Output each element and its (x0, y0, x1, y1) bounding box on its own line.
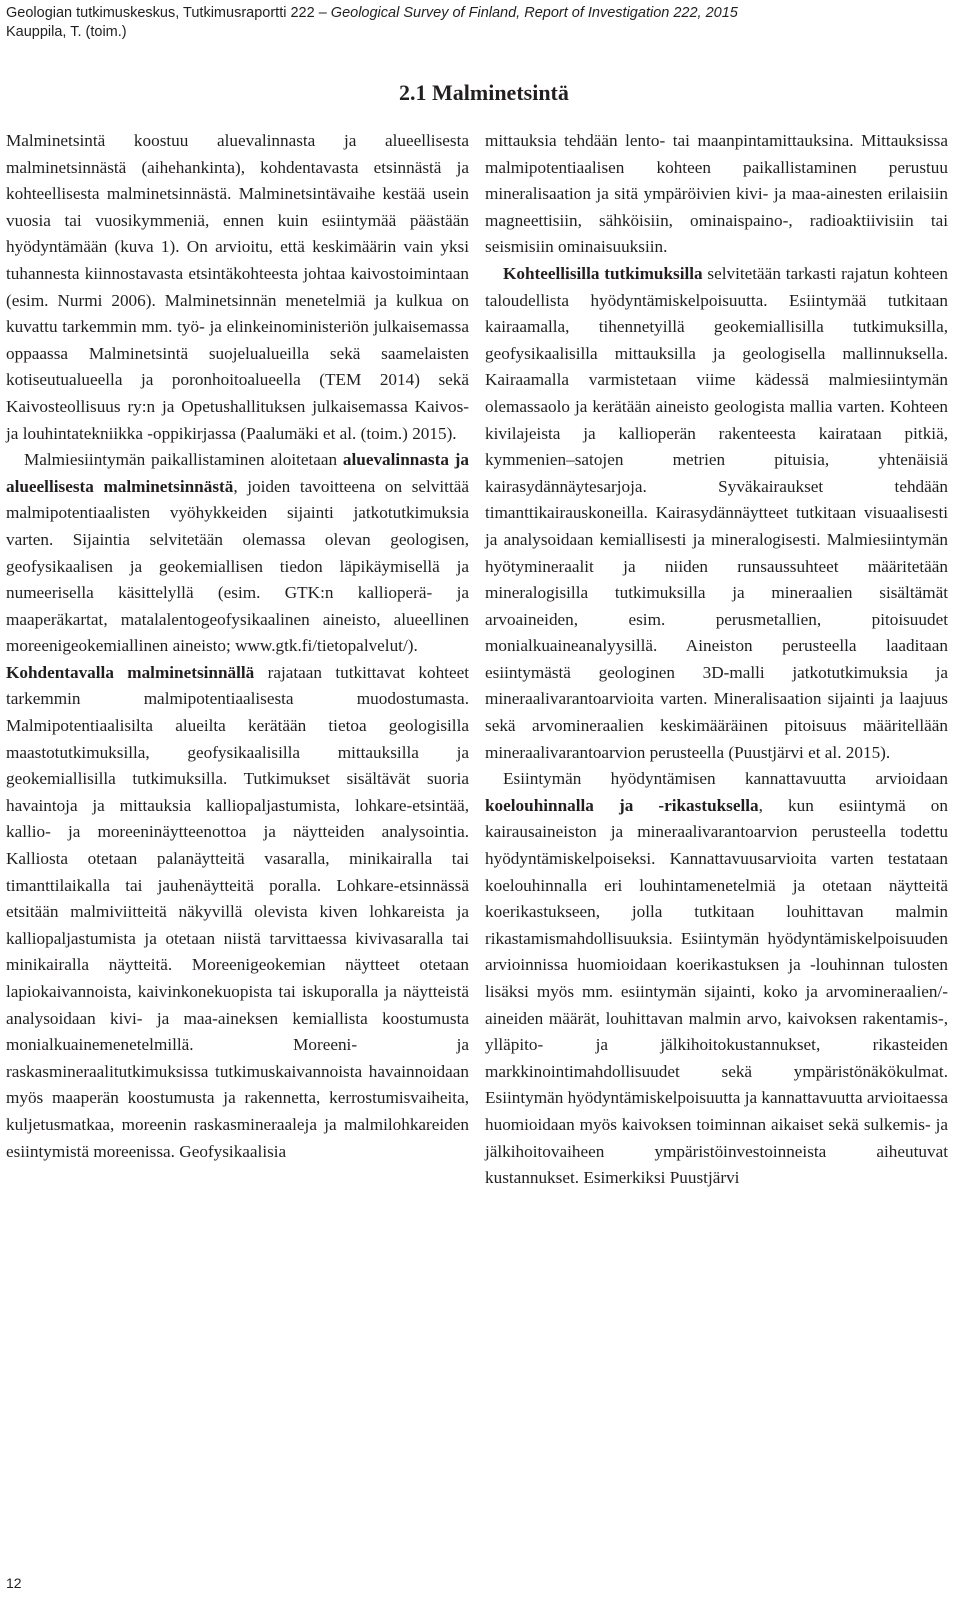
paragraph (485, 766, 948, 1192)
section-title: 2.1 Malminetsintä (399, 80, 569, 105)
paragraph (6, 660, 469, 1165)
paragraph: Malminetsintä koostuu aluevalinnasta ja alueellisesta malminetsinnästä (aihehankinta), kohdentavasta etsinnästä ja kohteellisesta malminetsinnästä. Malminetsintävaihe kestää usein vuosia tai vuosikymmeniä, ennen kuin esiintymää päästään hyödyntämään (kuva 1). On arvioitu, että keskimäärin vain yksi tuhannesta kiinnostavasta etsintäkohteesta johtaa kaivostoimintaan (esim. Nurmi 2006). Malminetsinnän menetelmiä ja kulkua on kuvattu tarkemmin mm. työ- ja elinkeinoministeriön julkaisemassa oppaassa Malminetsintä suojelualueilla sekä saamelaisten kotiseutualueella ja poronhoitoalueella (TEM 2014) sekä Kaivosteollisuus ry:n ja Opetushallituksen julkaisemassa Kaivos- ja louhintatekniikka -oppikirjassa (Paalumäki et al. (toim.) 2015). (6, 131, 469, 443)
paragraph: mittauksia tehdään lento- tai maanpintamittauksina. Mittauksissa malmipotentiaalisen kohteen paikallistaminen perustuu mineralisaation ja sitä ympäröivien kivi- ja maa-ainesten erilaisiin magneettisiin, sähköisiin, ominaispaino-, radioaktiivisiin tai seismisiin ominaisuuksiin. (485, 131, 948, 257)
paragraph (485, 261, 948, 766)
header-report-fi: Geologian tutkimuskeskus, Tutkimusraportti 222 – (6, 5, 331, 21)
paragraph-text: selvitetään tarkasti rajatun kohteen taloudellista hyödyntämiskelpoisuutta. Esiintymää tutkitaan kairaamalla, tihennetyillä geokemiallisilla tutkimuksilla, geofysikaalisilla mittauksilla ja geologisella mallinnuksella. Kairaamalla varmistetaan viime kädessä malmiesiintymän olemassaolo ja kerätään aineisto geologista mallia varten. Kohteen kivilajeista ja kallioperän rakenteesta kairataan pitkiä, kymmenien–satojen metrien pituisia, yhtenäisiä kairasydännäytesarjoja. Syväkairaukset tehdään timanttikairauskoneilla. Kairasydännäytteet tutkitaan visuaalisesti ja analysoidaan kemiallisesti ja mineralogisesti. Malmiesiintymän hyötymineraalit ja niiden runsaussuhteet määritetään mineralogisilla tutkimuksilla ja mineraalien sisältämät arvoaineiden, esim. perusmetallien, pitoisuudet monialkuaineanalyysillä. Aineiston perusteella laaditaan esiintymästä geologinen 3D-malli jatkotutkimuksia ja mineraalivarantoarvioita varten. Mineralisaation sijainti ja laajuus sekä arvomineraalien keskimääräinen pitoisuus määritellään mineraalivarantoarvion perusteella (Puustjärvi et al. 2015). (485, 263, 948, 762)
paragraph-text: Esiintymän hyödyntämisen kannattavuutta arvioidaan (503, 769, 948, 789)
bold-term: Kohteellisilla tutkimuksilla (503, 263, 703, 283)
right-column (485, 128, 948, 1192)
header-report-en: Geological Survey of Finland, Report of Investigation 222, 2015 (330, 5, 738, 21)
paragraph-text: Malmiesiintymän paikallistaminen aloitetaan (24, 450, 343, 470)
paragraph-text: rajataan tutkittavat kohteet tarkemmin malmipotentiaalisesta muodostumasta. Malmipotentiaalisilta alueilta kerätään tietoa geologisilla maastotutkimuksilla, geofysikaalisilla mittauksilla ja geokemiallisilla tutkimuksilla. Tutkimukset sisältävät suoria havaintoja ja mittauksia kalliopaljastumista, lohkare-etsintää, kallio- ja moreeninäytteenottoa ja näytteiden analysointia. Kalliosta otetaan palanäytteitä vasaralla, minikairalla tai timanttilaikalla tai jauhenäytteitä poralla. Lohkare-etsinnässä etsitään malmiviitteitä näkyvillä olevista kiven lohkareista ja kalliopaljastumista ja otetaan niistä tarvittaessa kivivasaralla tai minikairalla näytteitä. Moreenigeokemian näytteet otetaan lapiokaivannoista, kaivinkonekuopista tai iskuporalla ja näytteistä analysoidaan kivi- ja maa-aineksen kemiallista koostumusta monialkuainemenetelmillä. Moreeni- ja raskasmineraalitutkimuksissa tutkimuskaivannoista havainnoidaan myös maaperän koostumusta ja rakennetta, kerrostumisvaiheita, kuljetusmatkaa, moreenin raskasmineraaleja ja malmilohkareiden esiintymistä moreenissa. Geofysikaalisia (6, 662, 469, 1161)
bold-term: aluevalinnasta ja alueellisesta malminetsinnästä (6, 450, 469, 496)
header-editor: Kauppila, T. (toim.) (6, 24, 127, 40)
page-number: 12 (6, 1575, 22, 1591)
paragraph-text: , joiden tavoitteena on selvittää malmipotentiaalisten vyöhykkeiden sijainti jatkotutkimuksia varten. Sijaintia selvitetään olemassa olevan geologisen, geofysikaalisen ja geokemiallisen tiedon läpikäymisellä ja numeerisella käsittelyllä (esim. GTK:n kallioperä- ja maaperäkartat, matalalentogeofysikaalinen aineisto, alueellinen moreenigeokemiallinen aineisto; www.gtk.fi/tietopalvelut/). (6, 476, 469, 656)
running-header (6, 4, 738, 42)
paragraph-text: , kun esiintymä on kairausaineiston ja mineraalivarantoarvion perusteella todettu hyödyntämiskelpoiseksi. Kannattavuusarvioita varten testataan koelouhinnalla eri louhintamenetelmiä ja otetaan näytteitä koerikastukseen, jolla tutkitaan louhittavan malmin rikastamismahdollisuuksia. Esiintymän hyödyntämiskelpoisuuden arvioinnissa huomioidaan koerikastuksen ja -louhinnan tulosten lisäksi myös mm. esiintymän sijainti, koko ja arvomineraalien/-aineiden määrät, louhittavan malmin arvo, kaivoksen rakentamis-, ylläpito- ja jälkihoitokustannukset, rikasteiden markkinointimahdollisuudet sekä ympäristönäkökulmat. Esiintymän hyödyntämiskelpoisuutta ja kannattavuutta arvioitaessa huomioidaan myös kaivoksen toiminnan aikaiset sekä sulkemis- ja jälkihoitovaiheen ympäristöinvestoinneista aiheutuvat kustannukset. Esimerkiksi Puustjärvi (485, 795, 949, 1188)
bold-term: Kohdentavalla malminetsinnällä (6, 662, 255, 682)
left-column (6, 128, 469, 1165)
header-line-1 (6, 4, 738, 23)
paragraph (6, 447, 469, 660)
bold-term: koelouhinnalla ja -rikastuksella (485, 795, 759, 815)
